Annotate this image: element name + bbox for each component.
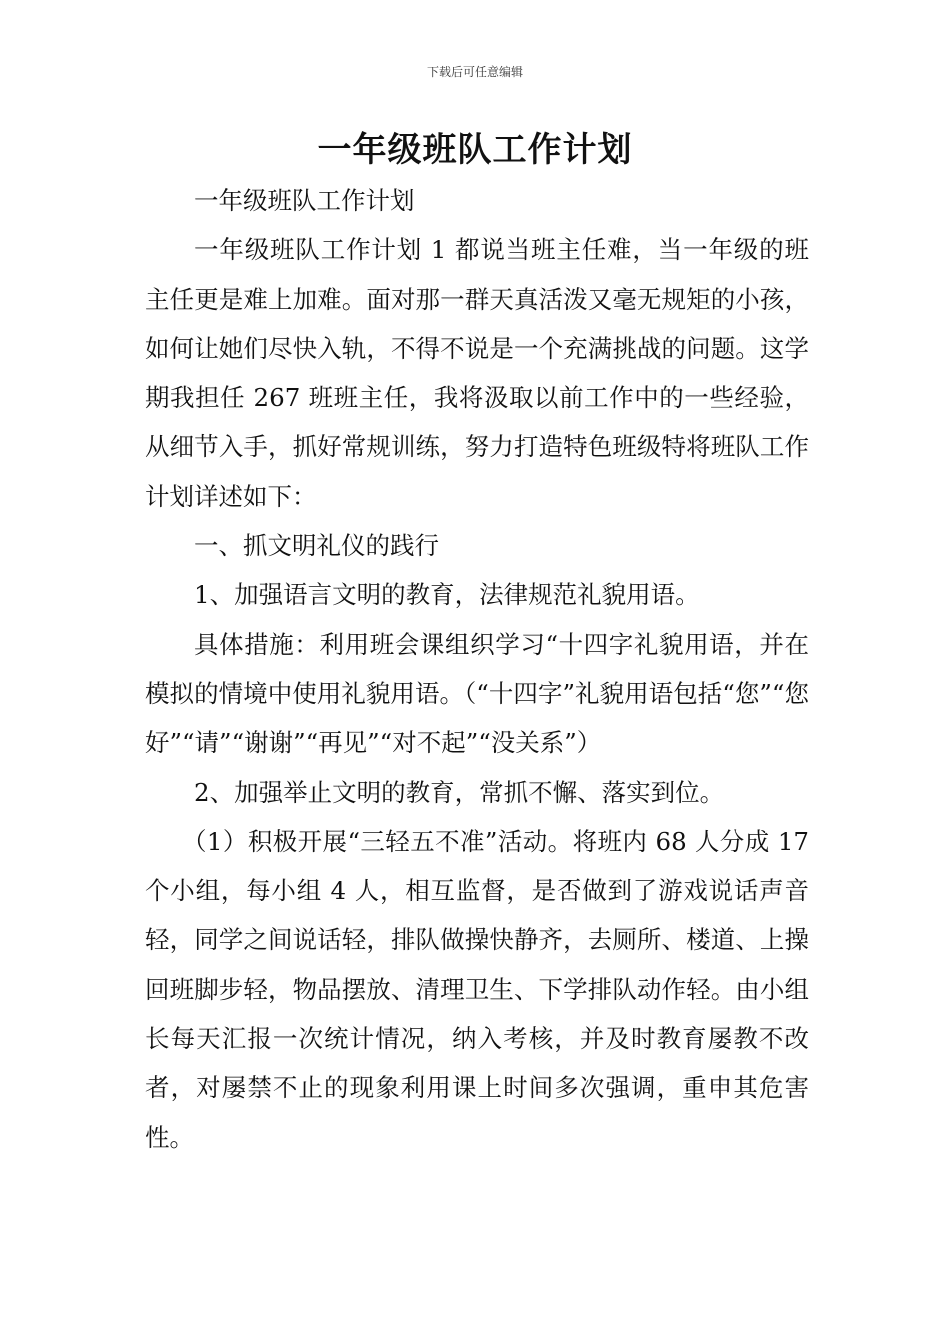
document-body bbox=[145, 176, 809, 1162]
item-language-civility: 1、加强语言文明的教育，法律规范礼貌用语。 bbox=[194, 580, 700, 610]
page-header-note: 下载后可任意编辑 bbox=[426, 65, 523, 79]
paragraph-subtitle: 一年级班队工作计划 bbox=[194, 186, 415, 215]
paragraph-intro: 一年级班队工作计划 1 都说当班主任难，当一年级的班主任更是难上加难。面对那一群天真活泼又毫无规矩的小孩，如何让她们尽快入轨，不得不说是一个充满挑战的问题。这学期我担任 267 班班主任，我将汲取以前工作中的一些经验，从细节入手，抓好常规训练，努力打造特色班级特将班队工作计划详述如下： bbox=[145, 235, 809, 511]
paragraph-activity: （1）积极开展“三轻五不准”活动。将班内 68 人分成 17 个小组，每小组 4 人，相互监督，是否做到了游戏说话声音轻，同学之间说话轻，排队做操快静齐，去厕所、楼道、上操回班脚步轻，物品摆放、清理卫生、下学排队动作轻。由小组长每天汇报一次统计情况，纳入考核，并及时教育屡教不改者，对屡禁不止的现象利用课上时间多次强调，重申其危害性。 bbox=[145, 826, 809, 1152]
document-title: 一年级班队工作计划 bbox=[317, 130, 633, 170]
section-heading-etiquette: 一、抓文明礼仪的践行 bbox=[194, 531, 439, 561]
item-behavior-civility: 2、加强举止文明的教育，常抓不懈、落实到位。 bbox=[194, 777, 725, 807]
paragraph-measures: 具体措施：利用班会课组织学习“十四字礼貌用语，并在模拟的情境中使用礼貌用语。（“十四字”礼貌用语包括“您”“您好”“请”“谢谢”“再见”“对不起”“没关系”） bbox=[145, 629, 809, 758]
